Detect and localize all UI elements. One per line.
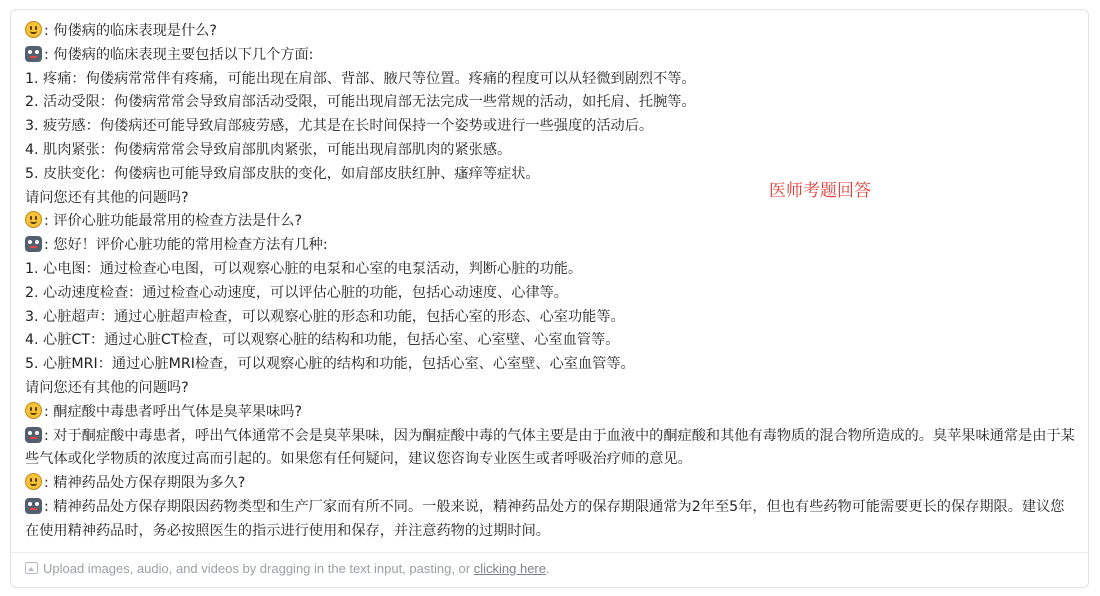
message-text: : 评价心脏功能最常用的检查方法是什么? xyxy=(44,213,303,230)
message-line xyxy=(25,329,1078,353)
upload-end: . xyxy=(546,561,550,576)
upload-hint xyxy=(25,561,550,576)
user-message xyxy=(25,401,1078,425)
user-message xyxy=(25,20,1078,44)
upload-text: Upload images, audio, and videos by dragging in the text input, pasting, or xyxy=(43,561,474,576)
message-text: : 您好！评价心脏功能的常用检查方法有几种: xyxy=(44,237,328,254)
image-icon xyxy=(25,562,38,574)
message-line xyxy=(25,139,1078,163)
bot-avatar-icon xyxy=(25,46,42,62)
message-text: 5. 皮肤变化：佝偻病也可能导致肩部皮肤的变化，如肩部皮肤红肿、瘙痒等症状。 xyxy=(25,165,540,182)
chat-transcript xyxy=(25,20,1078,544)
bot-message xyxy=(25,44,1078,68)
chat-panel xyxy=(10,9,1089,588)
message-text: 3. 疲劳感：佝偻病还可能导致肩部疲劳感，尤其是在长时间保持一个姿势或进行一些强度的活动后。 xyxy=(25,118,654,135)
message-text: 2. 心动速度检查：通过检查心动速度，可以评估心脏的功能，包括心动速度、心律等。 xyxy=(25,284,568,301)
message-text: 请问您还有其他的问题吗? xyxy=(25,379,189,396)
message-text: 5. 心脏MRI：通过心脏MRI检查，可以观察心脏的结构和功能，包括心室、心室壁、心室血管等。 xyxy=(25,356,635,373)
user-avatar-icon xyxy=(25,21,42,38)
message-text: : 精神药品处方保存期限为多久? xyxy=(44,475,246,492)
message-line xyxy=(25,187,1078,211)
message-text: 1. 疼痛：佝偻病常常伴有疼痛，可能出现在肩部、背部、腋尺等位置。疼痛的程度可以从轻微到剧烈不等。 xyxy=(25,70,696,87)
bot-avatar-icon xyxy=(25,236,42,252)
message-line xyxy=(25,163,1078,187)
message-line xyxy=(25,68,1078,92)
bot-avatar-icon xyxy=(25,498,42,514)
message-line xyxy=(25,353,1078,377)
user-avatar-icon xyxy=(25,473,42,490)
message-text: 1. 心电图：通过检查心电图，可以观察心脏的电泵和心室的电泵活动，判断心脏的功能。 xyxy=(25,260,583,277)
message-text: 2. 活动受限：佝偻病常常会导致肩部活动受限，可能出现肩部无法完成一些常规的活动，如托肩、托腕等。 xyxy=(25,94,696,111)
message-line xyxy=(25,91,1078,115)
bot-message xyxy=(25,234,1078,258)
message-text: 请问您还有其他的问题吗? xyxy=(25,189,189,206)
user-message xyxy=(25,210,1078,234)
message-line xyxy=(25,282,1078,306)
watermark-label: 医师考题回答 xyxy=(769,181,871,201)
upload-link[interactable]: clicking here xyxy=(473,561,546,576)
bot-message xyxy=(25,425,1078,473)
message-line xyxy=(25,377,1078,401)
bot-avatar-icon xyxy=(25,427,42,443)
message-line xyxy=(25,306,1078,330)
user-avatar-icon xyxy=(25,211,42,228)
message-text: : 佝偻病的临床表现是什么? xyxy=(44,23,217,39)
message-text: 3. 心脏超声：通过心脏超声检查，可以观察心脏的形态和功能，包括心室的形态、心室功能等。 xyxy=(25,308,625,325)
bot-message xyxy=(25,496,1078,544)
message-text: 4. 心脏CT：通过心脏CT检查，可以观察心脏的结构和功能，包括心室、心室壁、心室血管等。 xyxy=(25,332,620,349)
message-text: : 对于酮症酸中毒患者，呼出气体通常不会是臭苹果味，因为酮症酸中毒的气体主要是由于血液中的酮症酸和其他有毒物质的混合物所造成的。臭苹果味通常是由于某些气体或化学物质的浓度过高而引起的。如果您有任何疑问，建议您咨询专业医生或者呼吸治疗师的意见。 xyxy=(25,427,1075,468)
user-avatar-icon xyxy=(25,402,42,419)
message-text: : 佝偻病的临床表现主要包括以下几个方面: xyxy=(44,46,314,63)
message-text: : 精神药品处方保存期限因药物类型和生产厂家而有所不同。一般来说，精神药品处方的保存期限通常为2年至5年，但也有些药物可能需要更长的保存期限。建议您在使用精神药品时，务必按照医生的指示进行使用和保存，并注意药物的过期时间。 xyxy=(25,498,1065,539)
message-line xyxy=(25,258,1078,282)
message-line xyxy=(25,115,1078,139)
upload-footer[interactable] xyxy=(11,552,1088,587)
message-text: 4. 肌肉紧张：佝偻病常常会导致肩部肌肉紧张，可能出现肩部肌肉的紧张感。 xyxy=(25,141,512,158)
user-message xyxy=(25,472,1078,496)
message-text: : 酮症酸中毒患者呼出气体是臭苹果味吗? xyxy=(44,403,303,420)
